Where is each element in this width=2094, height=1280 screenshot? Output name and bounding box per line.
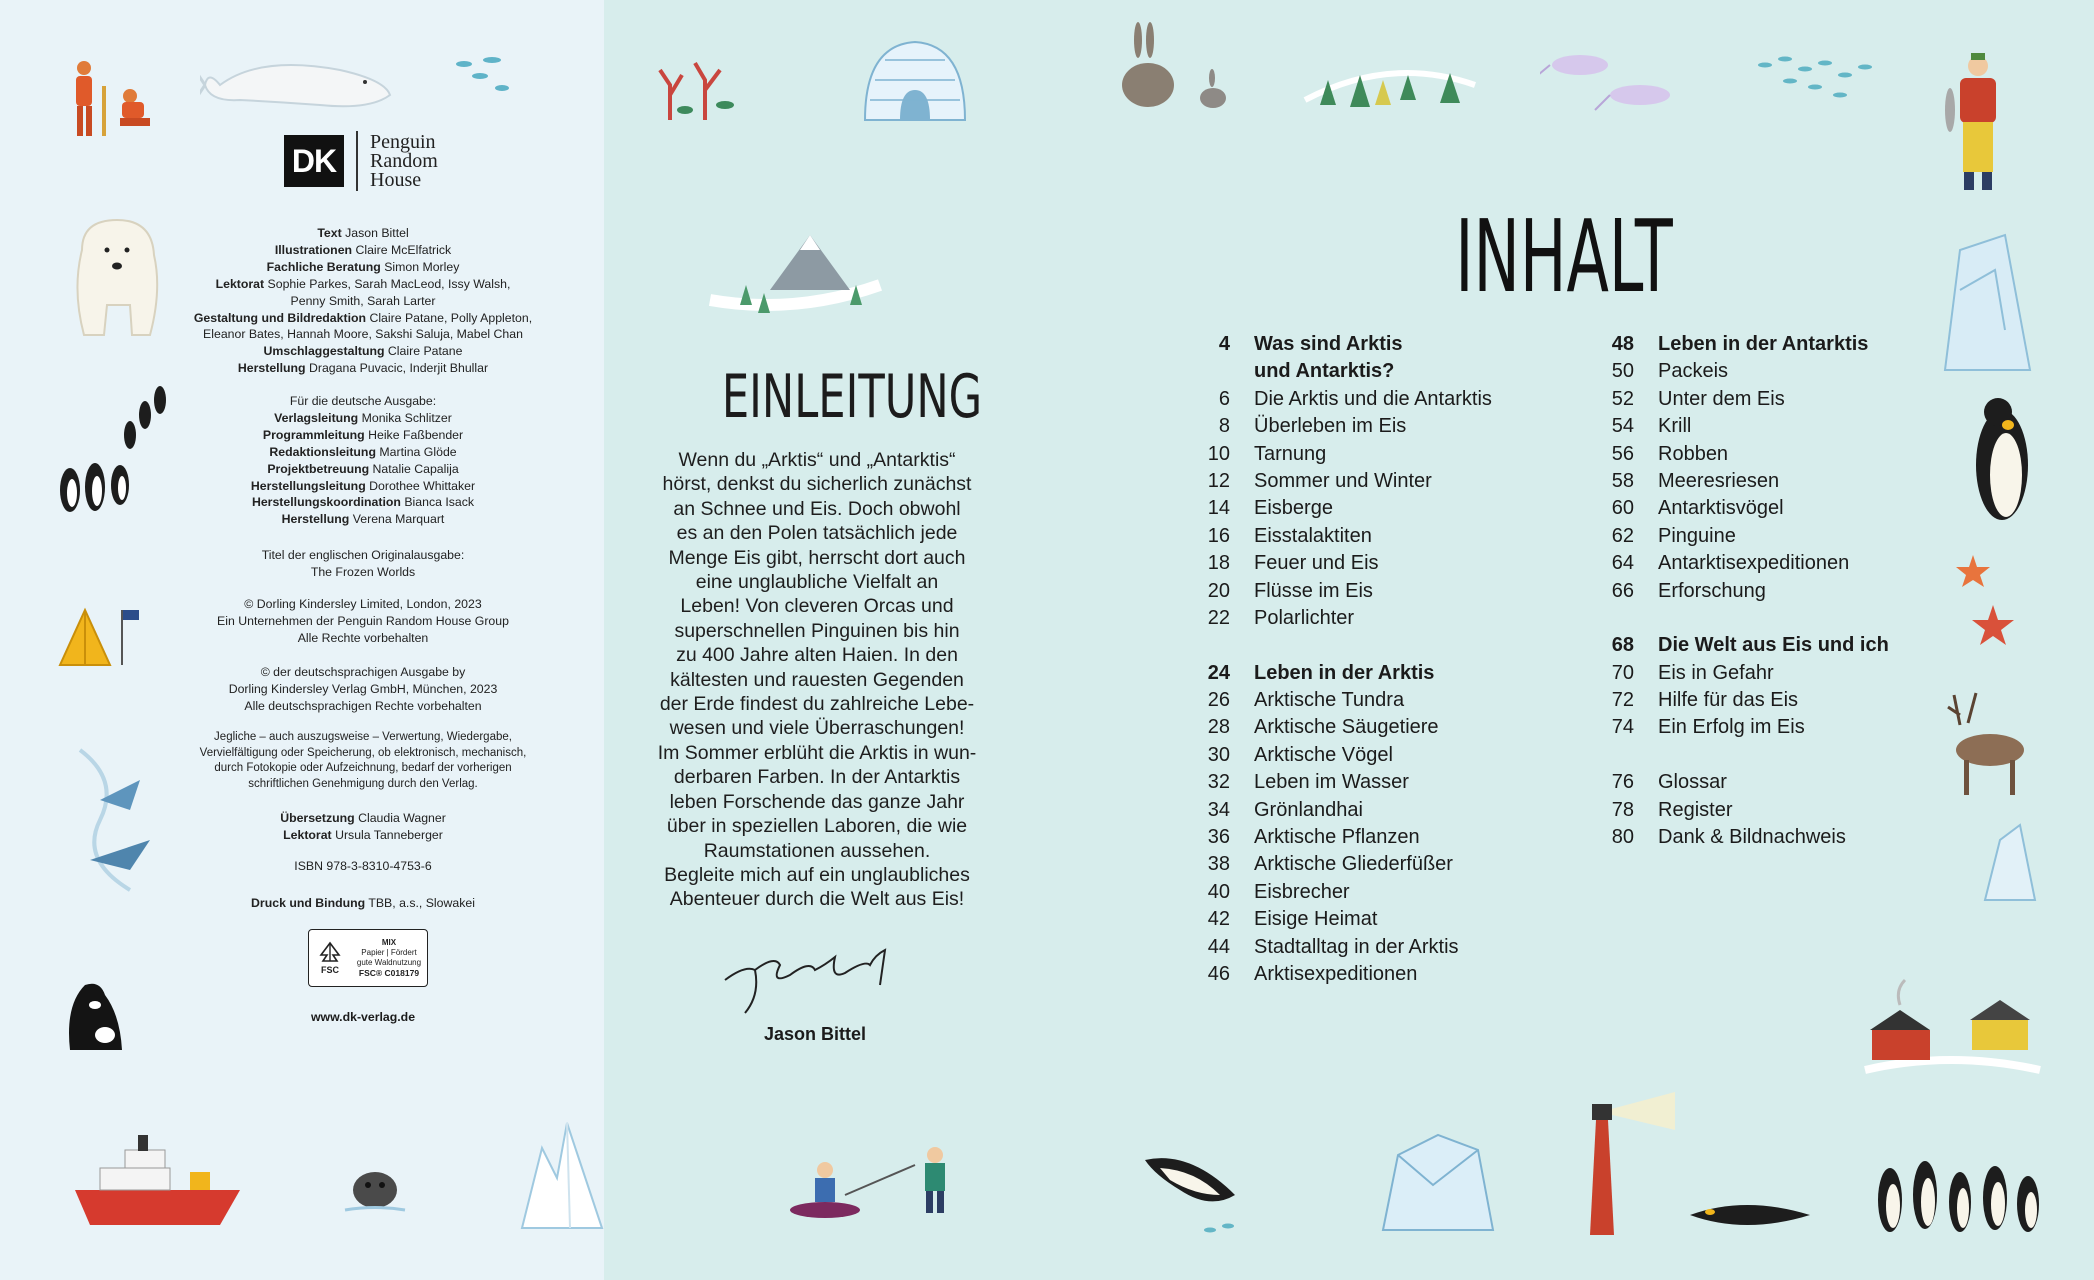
credit-line [168, 293, 558, 310]
coral-icon [650, 55, 745, 125]
toc-label: Arktische Tundra [1254, 689, 1405, 712]
credit-line [168, 511, 558, 528]
toc-label: Antarktisvögel [1658, 497, 1784, 520]
credit-role: Verlagsleitung [274, 410, 359, 425]
lighthouse-icon [1570, 1090, 1680, 1240]
credit-names: Verena Marquart [352, 512, 445, 527]
prh-line: Random [370, 149, 438, 172]
toc-page-number: 24 [1207, 661, 1230, 684]
toc-page-number: 32 [1207, 771, 1230, 794]
toc-entry[interactable] [1190, 413, 1492, 440]
credit-names: Bianca Isack [404, 495, 475, 510]
toc-entry[interactable] [1594, 523, 1889, 550]
fisherman-icon [1938, 50, 2018, 195]
credit-line [168, 427, 558, 444]
toc-entry[interactable] [1594, 797, 1889, 824]
toc-label: Antarktisexpeditionen [1658, 552, 1850, 575]
original-title [168, 547, 558, 581]
credits-german [168, 393, 558, 528]
toc-entry[interactable] [1190, 578, 1492, 605]
toc-page-number: 28 [1207, 716, 1230, 739]
fsc-mix: MIX [381, 938, 397, 947]
toc-spacer [1594, 742, 1889, 769]
credit-names: Monika Schlitzer [361, 410, 452, 425]
iceberg-right-icon [1935, 230, 2040, 375]
credit-role: Herstellung [237, 361, 306, 376]
credit-names: Simon Morley [384, 259, 460, 274]
credit-line [168, 393, 558, 410]
toc-entry[interactable] [1190, 906, 1492, 933]
intro-line: über in speziellen Laboren, die wie [666, 815, 968, 838]
toc-label: Erforschung [1658, 579, 1766, 602]
toc-label: Eis in Gefahr [1658, 661, 1774, 684]
toc-entry[interactable] [1190, 468, 1492, 495]
legal-notice [168, 730, 558, 792]
houses-icon [1860, 975, 2045, 1080]
toc-entry[interactable] [1190, 495, 1492, 522]
toc-label: Tarnung [1254, 442, 1327, 465]
toc-page-number: 44 [1207, 935, 1230, 958]
credit-line [168, 410, 558, 427]
intro-text [645, 448, 989, 912]
credit-names: Eleanor Bates, Hannah Moore, Sakshi Saluja, Mabel Chan [203, 327, 523, 342]
toc-page-number: 12 [1207, 469, 1230, 492]
credit-line: The Frozen Worlds [310, 564, 416, 579]
credit-role: Herstellungsleitung [250, 478, 366, 493]
toc-label: Arktische Vögel [1254, 743, 1393, 766]
toc-entry[interactable] [1594, 550, 1889, 577]
toc-page-number: 64 [1611, 552, 1634, 575]
toc-label: Glossar [1658, 771, 1727, 794]
intro-line: Raumstationen aussehen. [703, 839, 931, 862]
intro-line: zu 400 Jahre alten Haien. In den [676, 644, 958, 667]
prh-line: Penguin [370, 130, 436, 153]
credit-line: Jegliche – auch auszugsweise – Verwertung, Wiedergabe, [214, 731, 512, 743]
intro-title: EINLEITUNG [721, 362, 983, 432]
fish-school-icon [452, 50, 522, 100]
toc-label: Dank & Bildnachweis [1658, 826, 1846, 849]
toc-entry[interactable] [1594, 660, 1889, 687]
website-link[interactable]: www.dk-verlag.de [310, 1010, 416, 1024]
toc-entry[interactable] [1594, 714, 1889, 741]
credit-names: Sophie Parkes, Sarah MacLeod, Issy Walsh, [267, 276, 511, 291]
toc-label: Eisberge [1254, 497, 1333, 520]
toc-page-number: 52 [1611, 387, 1634, 410]
toc-page-number: 30 [1207, 743, 1230, 766]
credit-line: Ein Unternehmen der Penguin Random House Group [217, 613, 509, 628]
credit-names: Dragana Puvacic, Inderjit Bhullar [308, 361, 489, 376]
intro-line: leben Forschende das ganze Jahr [669, 790, 965, 813]
toc-page-number: 58 [1611, 469, 1634, 492]
intro-line: Begleite mich auf ein unglaubliches [664, 863, 970, 886]
intro-line: es an den Polen tatsächlich jede [676, 522, 958, 545]
toc-label: Arktische Säugetiere [1254, 716, 1439, 739]
toc-column-left [1190, 331, 1492, 988]
toc-entry[interactable] [1594, 824, 1889, 851]
credit-role: Redaktionsleitung [269, 444, 376, 459]
fish-school-right-icon [1755, 45, 1895, 115]
credit-line [168, 461, 558, 478]
seal-icon [340, 1160, 410, 1220]
toc-entry[interactable] [1190, 769, 1492, 796]
toc-label: Packeis [1658, 360, 1729, 383]
credit-role: Projektbetreuung [267, 461, 370, 476]
toc-column-right [1594, 331, 1889, 851]
penguin-group-icon [1870, 1140, 2045, 1240]
credit-line [168, 326, 558, 343]
iceberg-small-icon [1980, 820, 2040, 905]
toc-entry[interactable] [1190, 605, 1492, 632]
credit-role: Gestaltung und Bildredaktion [193, 310, 367, 325]
toc-page-number: 56 [1611, 442, 1634, 465]
toc-spacer [1190, 632, 1492, 659]
toc-label: Krill [1658, 415, 1692, 438]
credit-line [168, 259, 558, 276]
toc-entry[interactable] [1594, 468, 1889, 495]
toc-entry[interactable] [1190, 441, 1492, 468]
toc-page-number: 40 [1207, 880, 1230, 903]
intro-line: der Erde findest du zahlreiche Lebe- [659, 693, 975, 716]
credit-line [168, 444, 558, 461]
toc-entry[interactable] [1190, 851, 1492, 878]
toc-page-number: 50 [1611, 360, 1634, 383]
toc-page-number: 72 [1611, 689, 1634, 712]
credit-line: © der deutschsprachigen Ausgabe by [260, 665, 466, 679]
credit-names: Penny Smith, Sarah Larter [290, 293, 436, 308]
credit-names: TBB, a.s., Slowakei [368, 896, 475, 910]
toc-label: Feuer und Eis [1254, 552, 1379, 575]
copyright-de [168, 664, 558, 715]
toc-page-number: 36 [1207, 826, 1230, 849]
toc-label: Arktische Gliederfüßer [1254, 853, 1453, 876]
intro-line: hörst, denkst du sicherlich zunächst [662, 473, 972, 496]
toc-label: Die Welt aus Eis und ich [1658, 634, 1889, 657]
toc-page-number: 18 [1207, 552, 1230, 575]
author-name: Jason Bittel [763, 1024, 867, 1044]
intro-line: an Schnee und Eis. Doch obwohl [673, 497, 961, 520]
fsc-text [351, 938, 427, 978]
explorers-icon [60, 56, 175, 146]
sled-kids-icon [785, 1140, 975, 1220]
toc-entry[interactable] [1190, 714, 1492, 741]
fsc-label [308, 929, 428, 987]
credit-names: Claire Patane, Polly Appleton, [369, 310, 533, 325]
signature-icon [715, 935, 915, 1025]
toc-label: Eisige Heimat [1254, 908, 1378, 931]
toc-label: Was sind Arktis [1254, 333, 1403, 355]
toc-page-number: 10 [1207, 442, 1230, 465]
toc-label: Polarlichter [1254, 606, 1355, 629]
print-credit [168, 895, 558, 912]
credit-role: Herstellung [281, 512, 350, 527]
toc-page-number: 34 [1207, 798, 1230, 821]
credit-names: Claudia Wagner [358, 811, 446, 825]
credit-role: Fachliche Beratung [266, 259, 381, 274]
igloo-icon [855, 30, 975, 125]
toc-label: und Antarktis? [1254, 360, 1395, 383]
orca-icon [60, 975, 130, 1055]
toc-section-heading[interactable] [1190, 660, 1492, 687]
iceberg-icon [512, 1118, 612, 1233]
contents-title: INHALT [1455, 198, 1673, 315]
swimming-penguin-icon [1685, 1190, 1815, 1240]
credit-line: durch Fotokopie oder Aufzeichnung, bedarf der vorherigen [214, 762, 512, 774]
toc-label: Ein Erfolg im Eis [1658, 716, 1805, 739]
toc-label: Meeresriesen [1658, 469, 1780, 492]
credit-role: Übersetzung [280, 811, 355, 825]
credit-line [168, 343, 558, 360]
toc-section-heading[interactable] [1190, 358, 1492, 385]
intro-line: Menge Eis gibt, herrscht dort auch [668, 546, 966, 569]
toc-label: Arktisexpeditionen [1254, 962, 1418, 985]
toc-entry[interactable] [1190, 934, 1492, 961]
publisher-logo [284, 131, 438, 191]
toc-label: Überleben im Eis [1254, 415, 1407, 438]
toc-entry[interactable] [1190, 797, 1492, 824]
credit-line [168, 478, 558, 495]
toc-label: Unter dem Eis [1658, 387, 1785, 410]
toc-spacer [1594, 605, 1889, 632]
toc-section-heading[interactable] [1594, 331, 1889, 358]
credit-line: Vervielfältigung oder Speicherung, ob elektronisch, mechanisch, [199, 746, 527, 759]
imprint-page [0, 0, 604, 1280]
credit-line: Alle Rechte vorbehalten [297, 630, 429, 645]
credit-line [168, 494, 558, 511]
toc-page-number: 42 [1207, 908, 1230, 931]
toc-page-number: 78 [1611, 798, 1634, 821]
toc-page-number: 62 [1611, 524, 1634, 547]
credit-names: Ursula Tanneberger [335, 827, 443, 842]
prh-line: House [370, 168, 422, 191]
credit-line [168, 827, 558, 844]
toc-page-number: 38 [1207, 853, 1230, 876]
toc-entry[interactable] [1190, 961, 1492, 988]
trees-icon [1300, 45, 1480, 115]
toc-page-number [1190, 358, 1230, 385]
credit-line [168, 360, 558, 377]
credit-role: Text [317, 226, 342, 240]
toc-entry[interactable] [1190, 687, 1492, 714]
toc-label: Sommer und Winter [1254, 469, 1432, 492]
credit-names: Heike Faßbender [368, 427, 464, 442]
credit-role: Lektorat [283, 827, 332, 842]
tent-icon [55, 600, 145, 670]
toc-page-number: 60 [1611, 497, 1634, 520]
credit-line: Titel der englischen Originalausgabe: [261, 548, 465, 562]
credit-names: Martina Glöde [379, 444, 457, 459]
starfish-icon [1948, 550, 2028, 650]
intro-line: derbaren Farben. In der Antarktis [673, 766, 961, 789]
toc-section-heading[interactable] [1594, 632, 1889, 659]
toc-label: Leben in der Antarktis [1658, 333, 1869, 355]
fsc-code: FSC® C018179 [358, 968, 420, 978]
intro-line: kältesten und rauesten Gegenden [670, 668, 964, 691]
isbn: ISBN 978-3-8310-4753-6 [294, 859, 432, 873]
credits-main [168, 225, 558, 377]
credit-names: Claire McElfatrick [355, 242, 452, 257]
credit-names: Dorothee Whittaker [369, 478, 476, 493]
toc-label: Hilfe für das Eis [1658, 689, 1799, 712]
fsc-line: gute Waldnutzung [356, 958, 422, 967]
fsc-line: Papier | Fördert [361, 948, 417, 957]
diving-penguin-icon [1140, 1140, 1260, 1240]
credit-line [168, 225, 558, 242]
credit-line: Alle deutschsprachigen Rechte vorbehalten [244, 698, 482, 713]
toc-section-heading[interactable] [1190, 331, 1492, 358]
copyright-en [168, 596, 558, 647]
toc-entry[interactable] [1190, 879, 1492, 906]
reindeer-icon [1940, 685, 2040, 800]
toc-page-number: 26 [1207, 689, 1230, 712]
penguin-line-icon [50, 375, 180, 525]
intro-line: superschnellen Pinguinen bis hin [674, 619, 960, 642]
toc-label: Robben [1658, 442, 1729, 465]
credit-line [168, 310, 558, 327]
credit-role: Herstellungskoordination [251, 495, 401, 510]
toc-label: Eisstalaktiten [1254, 524, 1372, 547]
toc-entry[interactable] [1594, 441, 1889, 468]
toc-entry[interactable] [1190, 824, 1492, 851]
toc-page-number: 20 [1207, 579, 1230, 602]
credit-role: Umschlaggestaltung [263, 344, 385, 359]
toc-entry[interactable] [1594, 769, 1889, 796]
toc-entry[interactable] [1594, 386, 1889, 413]
toc-page-number: 66 [1611, 579, 1634, 602]
credit-names: Jason Bittel [345, 226, 409, 240]
intro-line: eine unglaubliche Vielfalt an [695, 571, 939, 594]
toc-page-number: 74 [1611, 716, 1634, 739]
credit-names: Natalie Capalija [372, 461, 459, 476]
toc-label: Pinguine [1658, 524, 1736, 547]
toc-label: Flüsse im Eis [1254, 579, 1373, 602]
credit-names: Claire Patane [387, 344, 463, 359]
toc-label: Die Arktis und die Antarktis [1254, 387, 1492, 410]
polar-bear-icon [62, 210, 172, 340]
toc-page-number: 14 [1207, 497, 1230, 520]
toc-label: Stadtalltag in der Arktis [1254, 935, 1459, 958]
toc-page-number: 76 [1611, 771, 1634, 794]
prh-logo-text [370, 130, 438, 191]
toc-entry[interactable] [1190, 523, 1492, 550]
toc-page-number: 80 [1611, 826, 1634, 849]
dk-logo: DK [284, 135, 344, 187]
toc-entry[interactable] [1594, 495, 1889, 522]
emperor-penguin-icon [1962, 390, 2042, 525]
toc-page-number: 6 [1218, 387, 1230, 410]
beluga-whale-icon [200, 40, 400, 130]
mountain-icon [700, 205, 890, 335]
toc-page-number: 22 [1207, 606, 1230, 629]
credit-role: Illustrationen [274, 242, 353, 257]
intro-line: Leben! Von cleveren Orcas und [680, 595, 954, 618]
toc-page-number: 8 [1218, 415, 1230, 438]
iceberg-bottom-icon [1378, 1125, 1498, 1235]
toc-page-number: 54 [1611, 415, 1634, 438]
toc-page-number: 68 [1611, 634, 1634, 657]
toc-page-number: 46 [1207, 962, 1230, 985]
credit-names: Für die deutsche Ausgabe: [289, 394, 437, 408]
fsc-logo-text: FSC [321, 965, 339, 975]
toc-entry[interactable] [1594, 578, 1889, 605]
ship-icon [70, 1130, 250, 1230]
toc-entry[interactable] [1594, 687, 1889, 714]
credit-line [168, 810, 558, 827]
credit-role: Lektorat [215, 276, 265, 291]
credit-role: Druck und Bindung [251, 896, 366, 910]
toc-entry[interactable] [1594, 413, 1889, 440]
squid-icon [1540, 40, 1690, 130]
translation-credits [168, 810, 558, 844]
credit-line: © Dorling Kindersley Limited, London, 2023 [244, 597, 482, 611]
toc-page-number: 48 [1611, 333, 1634, 355]
intro-line: Abenteuer durch die Welt aus Eis! [669, 888, 965, 911]
toc-label: Register [1658, 798, 1733, 821]
toc-label: Arktische Pflanzen [1254, 826, 1420, 849]
fsc-tree-icon [309, 941, 351, 975]
toc-label: Grönlandhai [1254, 798, 1363, 821]
toc-page-number: 4 [1218, 333, 1230, 355]
logo-divider [356, 131, 358, 191]
toc-page-number: 70 [1611, 661, 1634, 684]
toc-entry[interactable] [1190, 386, 1492, 413]
credit-line [168, 242, 558, 259]
toc-entry[interactable] [1594, 358, 1889, 385]
credit-role: Programmleitung [262, 427, 365, 442]
credit-line: Dorling Kindersley Verlag GmbH, München, 2023 [228, 681, 498, 696]
toc-entry[interactable] [1190, 550, 1492, 577]
toc-entry[interactable] [1190, 742, 1492, 769]
toc-label: Leben in der Arktis [1254, 661, 1435, 684]
ice-swirl-icon [60, 740, 170, 920]
credit-line: schriftlichen Genehmigung durch den Verlag. [248, 777, 478, 790]
hares-icon [1108, 20, 1238, 115]
credit-line [168, 276, 558, 293]
intro-line: wesen und viele Überraschungen! [669, 717, 965, 740]
intro-line: Im Sommer erblüht die Arktis in wun- [657, 741, 977, 764]
toc-label: Eisbrecher [1254, 880, 1350, 903]
toc-label: Leben im Wasser [1254, 771, 1409, 794]
toc-page-number: 16 [1207, 524, 1230, 547]
intro-line: Wenn du „Arktis“ und „Antarktis“ [678, 449, 956, 471]
